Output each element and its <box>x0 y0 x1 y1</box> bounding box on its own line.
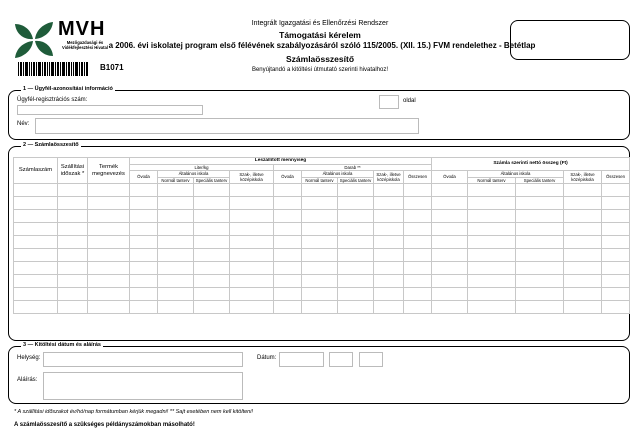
net-special: Speciális tanterv <box>516 177 564 184</box>
table-cell[interactable] <box>194 197 230 210</box>
date-month-input[interactable] <box>329 352 353 367</box>
page-number-input[interactable] <box>379 95 399 109</box>
table-cell[interactable] <box>516 197 564 210</box>
logo-org-name: Mezőgazdasági és Vidékfejlesztési Hivatal <box>61 40 108 50</box>
table-cell[interactable] <box>432 236 468 249</box>
table-cell[interactable] <box>404 262 432 275</box>
net-kindergarten: Óvoda <box>432 171 468 184</box>
page-label: oldal <box>403 98 416 104</box>
table-cell[interactable] <box>158 275 194 288</box>
date-signature-section <box>8 342 630 404</box>
table-cell[interactable] <box>14 223 58 236</box>
client-id-label: Ügyfél-regisztrációs szám: <box>17 97 88 103</box>
table-row <box>14 288 630 301</box>
net-secondary: Szak-, illetve középiskola <box>564 171 602 184</box>
liter-kg-header: Liter/kg <box>130 164 274 171</box>
table-cell[interactable] <box>338 301 374 314</box>
table-cell[interactable] <box>432 288 468 301</box>
table-cell[interactable] <box>516 236 564 249</box>
table-cell[interactable] <box>14 301 58 314</box>
place-label: Helység: <box>17 355 41 361</box>
form-subtitle: a 2006. évi iskolatej program első félévének szabályozásáról szóló 115/2005. (XII. 15.) FVM rendelethez - Betétlap <box>108 41 536 50</box>
table-cell[interactable] <box>130 184 158 197</box>
table-cell[interactable] <box>130 223 158 236</box>
table-cell[interactable] <box>58 301 88 314</box>
table-cell[interactable] <box>88 301 130 314</box>
table-cell[interactable] <box>374 275 404 288</box>
liter-primary: Általános iskola <box>158 171 230 178</box>
section-title: 2 — Számlaösszesítő <box>23 142 79 148</box>
office-stamp-box <box>510 20 630 60</box>
table-cell[interactable] <box>194 249 230 262</box>
table-cell[interactable] <box>158 197 194 210</box>
table-cell[interactable] <box>432 223 468 236</box>
table-cell[interactable] <box>404 236 432 249</box>
table-cell[interactable] <box>302 262 338 275</box>
table-cell[interactable] <box>564 223 602 236</box>
table-cell[interactable] <box>374 184 404 197</box>
table-cell[interactable] <box>338 223 374 236</box>
name-input[interactable] <box>35 118 419 134</box>
table-cell[interactable] <box>374 301 404 314</box>
table-cell[interactable] <box>564 249 602 262</box>
table-cell[interactable] <box>516 301 564 314</box>
table-cell[interactable] <box>564 301 602 314</box>
table-cell[interactable] <box>158 184 194 197</box>
table-cell[interactable] <box>158 210 194 223</box>
table-cell[interactable] <box>88 275 130 288</box>
table-cell[interactable] <box>88 236 130 249</box>
table-cell[interactable] <box>230 197 274 210</box>
table-cell[interactable] <box>602 288 630 301</box>
table-cell[interactable] <box>404 288 432 301</box>
table-row <box>14 275 630 288</box>
table-cell[interactable] <box>274 223 302 236</box>
date-label: Dátum: <box>257 355 277 361</box>
table-cell[interactable] <box>230 275 274 288</box>
table-cell[interactable] <box>88 197 130 210</box>
table-cell[interactable] <box>602 236 630 249</box>
client-id-input[interactable] <box>17 105 203 115</box>
table-cell[interactable] <box>194 210 230 223</box>
table-cell[interactable] <box>274 275 302 288</box>
table-cell[interactable] <box>130 262 158 275</box>
col-invoice-number: Számlaszám <box>14 158 58 184</box>
table-cell[interactable] <box>468 223 516 236</box>
table-cell[interactable] <box>338 236 374 249</box>
table-cell[interactable] <box>158 262 194 275</box>
table-cell[interactable] <box>88 210 130 223</box>
table-row <box>14 197 630 210</box>
piece-special: Speciális tanterv <box>338 177 374 184</box>
table-cell[interactable] <box>158 236 194 249</box>
table-cell[interactable] <box>230 223 274 236</box>
table-cell[interactable] <box>602 184 630 197</box>
table-cell[interactable] <box>602 262 630 275</box>
net-normal: Normál tanterv <box>468 177 516 184</box>
table-cell[interactable] <box>602 197 630 210</box>
table-cell[interactable] <box>302 210 338 223</box>
table-cell[interactable] <box>432 301 468 314</box>
table-cell[interactable] <box>88 262 130 275</box>
table-row <box>14 223 630 236</box>
table-cell[interactable] <box>230 236 274 249</box>
table-cell[interactable] <box>374 249 404 262</box>
table-cell[interactable] <box>14 197 58 210</box>
table-cell[interactable] <box>158 223 194 236</box>
footnote: * A szállítási időszakot év/hó/nap formátumban kérjük megadni! ** Sajt esetében nem kell kitölteni! <box>14 409 253 415</box>
table-cell[interactable] <box>302 301 338 314</box>
table-cell[interactable] <box>302 184 338 197</box>
piece-kindergarten: Óvoda <box>274 171 302 184</box>
client-identification-section <box>8 86 630 140</box>
table-cell[interactable] <box>194 223 230 236</box>
clover-logo-icon <box>14 20 54 60</box>
piece-header: Darab ** <box>274 164 432 171</box>
col-product-name: Termék megnevezés <box>88 158 130 184</box>
table-cell[interactable] <box>338 184 374 197</box>
table-cell[interactable] <box>516 223 564 236</box>
place-input[interactable] <box>43 352 243 367</box>
table-cell[interactable] <box>230 288 274 301</box>
barcode <box>18 62 88 76</box>
table-cell[interactable] <box>302 197 338 210</box>
table-cell[interactable] <box>194 236 230 249</box>
table-cell[interactable] <box>302 288 338 301</box>
table-cell[interactable] <box>516 275 564 288</box>
table-cell[interactable] <box>274 301 302 314</box>
table-cell[interactable] <box>564 184 602 197</box>
table-cell[interactable] <box>432 210 468 223</box>
table-cell[interactable] <box>194 275 230 288</box>
col-delivery-period: Szállítási időszak * <box>58 158 88 184</box>
date-year-input[interactable] <box>279 352 324 367</box>
table-cell[interactable] <box>516 262 564 275</box>
table-cell[interactable] <box>564 236 602 249</box>
table-cell[interactable] <box>158 249 194 262</box>
table-cell[interactable] <box>516 249 564 262</box>
table-cell[interactable] <box>230 249 274 262</box>
table-cell[interactable] <box>404 197 432 210</box>
table-cell[interactable] <box>130 210 158 223</box>
table-cell[interactable] <box>230 184 274 197</box>
table-row <box>14 236 630 249</box>
table-cell[interactable] <box>374 223 404 236</box>
table-cell[interactable] <box>564 197 602 210</box>
liter-secondary: Szak-, illetve középiskola <box>230 171 274 184</box>
table-cell[interactable] <box>130 275 158 288</box>
table-cell[interactable] <box>374 210 404 223</box>
table-cell[interactable] <box>58 249 88 262</box>
table-cell[interactable] <box>14 184 58 197</box>
table-cell[interactable] <box>432 184 468 197</box>
table-row <box>14 210 630 223</box>
table-cell[interactable] <box>404 301 432 314</box>
table-cell[interactable] <box>516 288 564 301</box>
table-cell[interactable] <box>602 210 630 223</box>
form-name: Számlaösszesítő <box>285 54 355 64</box>
table-cell[interactable] <box>58 184 88 197</box>
table-cell[interactable] <box>432 197 468 210</box>
table-cell[interactable] <box>274 184 302 197</box>
table-cell[interactable] <box>274 210 302 223</box>
table-cell[interactable] <box>302 236 338 249</box>
table-cell[interactable] <box>374 288 404 301</box>
net-amount-header: Számla szerinti nettó összeg (Ft) <box>432 158 630 171</box>
table-cell[interactable] <box>158 301 194 314</box>
liter-kindergarten: Óvoda <box>130 171 158 184</box>
table-cell[interactable] <box>14 262 58 275</box>
table-cell[interactable] <box>404 210 432 223</box>
table-cell[interactable] <box>230 301 274 314</box>
table-cell[interactable] <box>468 197 516 210</box>
table-cell[interactable] <box>130 249 158 262</box>
table-cell[interactable] <box>194 288 230 301</box>
table-cell[interactable] <box>404 275 432 288</box>
section-title: 3 — Kitöltési dátum és aláírás <box>23 342 101 348</box>
liter-normal: Normál tanterv <box>158 177 194 184</box>
system-name: Integrált Igazgatási és Ellenőrzési Rendszer <box>251 20 389 27</box>
submission-note: Benyújtandó a kitöltési útmutató szerinti hivatalhoz! <box>251 67 389 73</box>
table-cell[interactable] <box>130 288 158 301</box>
table-cell[interactable] <box>516 184 564 197</box>
date-day-input[interactable] <box>359 352 383 367</box>
table-cell[interactable] <box>516 210 564 223</box>
delivered-quantity-header: Leszállított mennyiség <box>130 158 432 165</box>
table-cell[interactable] <box>14 236 58 249</box>
table-cell[interactable] <box>58 210 88 223</box>
table-cell[interactable] <box>374 197 404 210</box>
invoice-summary-table <box>13 157 630 314</box>
table-cell[interactable] <box>14 249 58 262</box>
table-cell[interactable] <box>194 262 230 275</box>
table-cell[interactable] <box>230 262 274 275</box>
table-cell[interactable] <box>88 223 130 236</box>
table-cell[interactable] <box>404 184 432 197</box>
table-cell[interactable] <box>468 301 516 314</box>
table-cell[interactable] <box>302 275 338 288</box>
table-cell[interactable] <box>338 262 374 275</box>
table-row <box>14 301 630 314</box>
table-cell[interactable] <box>602 223 630 236</box>
table-cell[interactable] <box>130 301 158 314</box>
table-cell[interactable] <box>130 197 158 210</box>
form-code: B1071 <box>100 63 124 72</box>
table-cell[interactable] <box>58 236 88 249</box>
table-cell[interactable] <box>468 275 516 288</box>
piece-secondary: Szak-, illetve középiskola <box>374 171 404 184</box>
table-cell[interactable] <box>602 249 630 262</box>
piece-primary: Általános iskola <box>302 171 374 178</box>
table-cell[interactable] <box>602 301 630 314</box>
table-cell[interactable] <box>14 275 58 288</box>
table-cell[interactable] <box>14 288 58 301</box>
table-cell[interactable] <box>468 262 516 275</box>
table-cell[interactable] <box>432 275 468 288</box>
net-primary: Általános iskola <box>468 171 564 178</box>
table-cell[interactable] <box>88 288 130 301</box>
table-cell[interactable] <box>404 249 432 262</box>
table-cell[interactable] <box>302 249 338 262</box>
table-cell[interactable] <box>338 275 374 288</box>
table-cell[interactable] <box>88 184 130 197</box>
table-cell[interactable] <box>194 184 230 197</box>
table-cell[interactable] <box>468 210 516 223</box>
table-cell[interactable] <box>274 236 302 249</box>
table-row <box>14 262 630 275</box>
signature-field[interactable] <box>43 372 243 400</box>
table-cell[interactable] <box>468 288 516 301</box>
table-cell[interactable] <box>88 249 130 262</box>
table-cell[interactable] <box>58 275 88 288</box>
signature-label: Aláírás: <box>17 377 38 383</box>
table-cell[interactable] <box>564 288 602 301</box>
piece-normal: Normál tanterv <box>302 177 338 184</box>
table-cell[interactable] <box>564 262 602 275</box>
table-cell[interactable] <box>230 210 274 223</box>
table-cell[interactable] <box>274 262 302 275</box>
table-cell[interactable] <box>302 223 338 236</box>
table-cell[interactable] <box>468 236 516 249</box>
table-cell[interactable] <box>338 249 374 262</box>
net-total: Összesen <box>602 171 630 184</box>
table-cell[interactable] <box>158 288 194 301</box>
table-cell[interactable] <box>58 262 88 275</box>
table-row <box>14 249 630 262</box>
table-cell[interactable] <box>432 249 468 262</box>
table-cell[interactable] <box>602 275 630 288</box>
table-cell[interactable] <box>274 249 302 262</box>
section-title: 1 — Ügyfél-azonosítási információ <box>23 86 113 92</box>
table-cell[interactable] <box>468 249 516 262</box>
table-cell[interactable] <box>432 262 468 275</box>
table-cell[interactable] <box>338 288 374 301</box>
table-cell[interactable] <box>14 210 58 223</box>
liter-special: Speciális tanterv <box>194 177 230 184</box>
table-cell[interactable] <box>58 223 88 236</box>
table-row <box>14 184 630 197</box>
table-cell[interactable] <box>404 223 432 236</box>
table-cell[interactable] <box>130 236 158 249</box>
table-cell[interactable] <box>564 210 602 223</box>
table-cell[interactable] <box>564 275 602 288</box>
logo-text: MVH <box>58 18 106 40</box>
table-cell[interactable] <box>58 288 88 301</box>
table-cell[interactable] <box>374 262 404 275</box>
table-cell[interactable] <box>194 301 230 314</box>
table-cell[interactable] <box>58 197 88 210</box>
table-cell[interactable] <box>274 288 302 301</box>
table-cell[interactable] <box>274 197 302 210</box>
invoice-summary-section <box>8 142 630 341</box>
invoice-rows <box>14 184 630 314</box>
copy-note: A számlaösszesítő a szükséges példányszámokban másolható! <box>14 422 195 428</box>
piece-total: Összesen <box>404 171 432 184</box>
table-cell[interactable] <box>338 210 374 223</box>
table-cell[interactable] <box>468 184 516 197</box>
table-cell[interactable] <box>338 197 374 210</box>
table-cell[interactable] <box>374 236 404 249</box>
name-label: Név: <box>17 121 30 127</box>
form-title: Támogatási kérelem <box>279 30 361 40</box>
